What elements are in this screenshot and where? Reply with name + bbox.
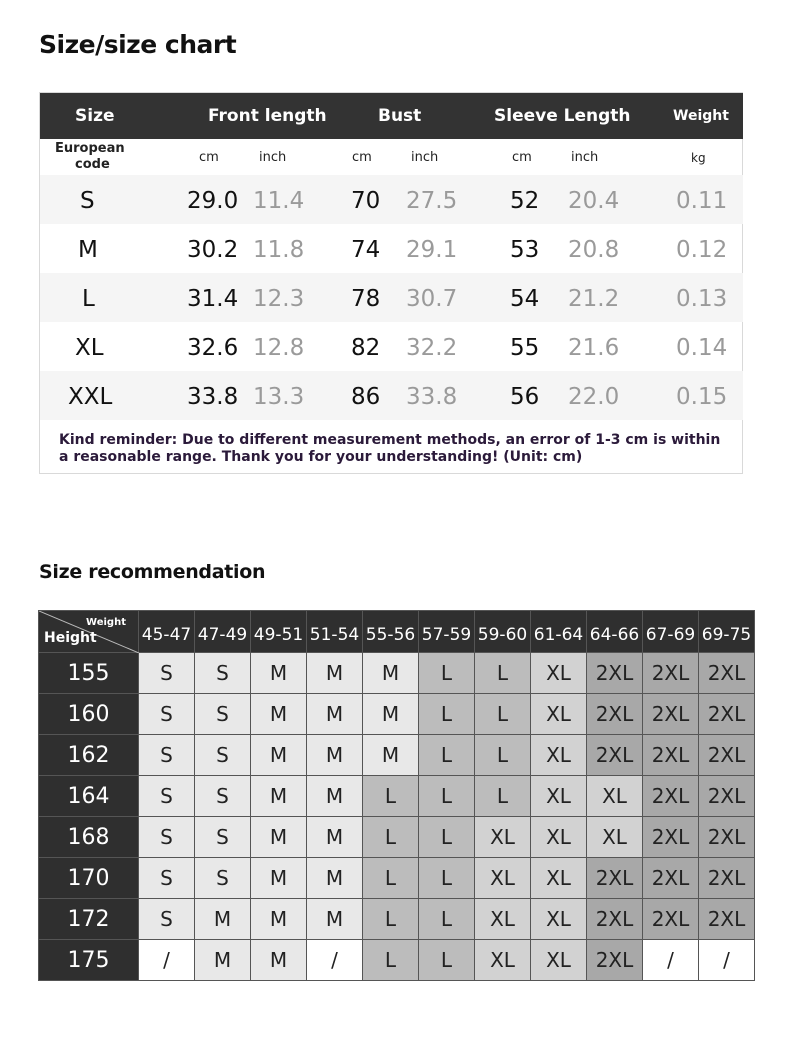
size-cell: 2XL	[643, 694, 699, 735]
header-front-length: Front length	[208, 106, 327, 126]
size-cell: L	[363, 817, 419, 858]
value-cell: 20.8	[568, 237, 620, 263]
size-cell: L	[419, 940, 475, 981]
size-cell: XL	[475, 899, 531, 940]
size-cell: S	[139, 858, 195, 899]
unit-inch: inch	[571, 150, 599, 165]
size-chart-header	[40, 93, 743, 139]
unit-inch: inch	[259, 150, 287, 165]
size-cell: M	[307, 858, 363, 899]
size-cell: 2XL	[643, 776, 699, 817]
corner-cell	[39, 611, 139, 653]
height-cell: 160	[39, 694, 139, 735]
value-cell: 30.7	[406, 286, 458, 312]
size-cell: M	[363, 735, 419, 776]
value-cell: 74	[351, 237, 381, 263]
size-cell: S	[195, 776, 251, 817]
weight-header-row	[39, 611, 755, 653]
value-cell: 33.8	[406, 384, 458, 410]
size-cell: XL	[587, 817, 643, 858]
table-row	[39, 858, 755, 899]
unit-cm: cm	[199, 150, 219, 165]
unit-inch: inch	[411, 150, 439, 165]
table-row	[40, 273, 743, 322]
size-cell: XL	[531, 735, 587, 776]
size-recommendation-title: Size recommendation	[39, 561, 266, 583]
size-cell: S	[195, 817, 251, 858]
size-cell: L	[419, 858, 475, 899]
height-cell: 170	[39, 858, 139, 899]
height-cell: 162	[39, 735, 139, 776]
size-cell: S	[139, 776, 195, 817]
value-cell: 0.13	[676, 286, 728, 312]
size-chart-table	[39, 92, 743, 474]
size-cell: 2XL	[643, 653, 699, 694]
size-cell: M	[363, 694, 419, 735]
code-label-2: code	[75, 157, 110, 172]
size-cell: 2XL	[643, 817, 699, 858]
size-cell: M	[195, 899, 251, 940]
header-weight: Weight	[673, 108, 729, 124]
size-cell: L	[363, 858, 419, 899]
header-bust: Bust	[378, 106, 422, 126]
size-cell: XL	[531, 776, 587, 817]
size-cell: M	[251, 653, 307, 694]
size-cell: 2XL	[643, 735, 699, 776]
size-cell: L	[82, 286, 95, 312]
weight-header: 45-47	[139, 611, 195, 653]
size-cell: M	[307, 694, 363, 735]
size-cell: S	[139, 653, 195, 694]
size-chart-title: Size/size chart	[39, 30, 237, 59]
size-cell: XL	[531, 817, 587, 858]
height-cell: 172	[39, 899, 139, 940]
value-cell: 53	[510, 237, 540, 263]
value-cell: 31.4	[187, 286, 239, 312]
weight-header: 64-66	[587, 611, 643, 653]
value-cell: 86	[351, 384, 381, 410]
value-cell: 21.6	[568, 335, 620, 361]
size-cell: M	[251, 694, 307, 735]
value-cell: 12.8	[253, 335, 305, 361]
value-cell: 11.8	[253, 237, 305, 263]
size-cell: L	[419, 776, 475, 817]
size-cell: 2XL	[587, 653, 643, 694]
value-cell: 30.2	[187, 237, 239, 263]
value-cell: 78	[351, 286, 381, 312]
value-cell: 82	[351, 335, 381, 361]
size-cell: M	[307, 899, 363, 940]
size-cell: L	[475, 776, 531, 817]
size-cell: 2XL	[643, 899, 699, 940]
size-cell: S	[195, 858, 251, 899]
size-recommendation-grid	[38, 610, 755, 981]
size-cell: S	[80, 188, 95, 214]
size-cell: M	[307, 735, 363, 776]
size-cell: 2XL	[587, 735, 643, 776]
size-cell: 2XL	[699, 858, 755, 899]
value-cell: 33.8	[187, 384, 239, 410]
reminder-note: Kind reminder: Due to different measurement methods, an error of 1-3 cm is within a reasonable range. Thank you for your understanding! (Unit: cm)	[59, 432, 721, 465]
size-cell: 2XL	[699, 735, 755, 776]
table-row	[40, 371, 743, 420]
size-cell: XXL	[68, 384, 113, 410]
size-cell: 2XL	[587, 694, 643, 735]
height-cell: 164	[39, 776, 139, 817]
height-cell: 155	[39, 653, 139, 694]
size-cell: 2XL	[699, 776, 755, 817]
size-cell: L	[363, 940, 419, 981]
size-cell: /	[643, 940, 699, 981]
size-cell: M	[251, 940, 307, 981]
weight-header: 59-60	[475, 611, 531, 653]
table-row	[39, 940, 755, 981]
size-cell: L	[475, 694, 531, 735]
size-cell: /	[699, 940, 755, 981]
corner-weight-label: Weight	[86, 617, 126, 628]
code-label-1: European	[55, 141, 125, 156]
weight-header: 57-59	[419, 611, 475, 653]
size-cell: 2XL	[587, 899, 643, 940]
size-cell: XL	[531, 940, 587, 981]
size-cell: L	[475, 653, 531, 694]
table-row	[39, 653, 755, 694]
size-cell: M	[251, 817, 307, 858]
value-cell: 70	[351, 188, 381, 214]
size-cell: L	[419, 735, 475, 776]
size-cell: XL	[531, 858, 587, 899]
weight-header: 55-56	[363, 611, 419, 653]
unit-kg: kg	[691, 151, 706, 165]
size-cell: S	[139, 694, 195, 735]
table-row	[40, 224, 743, 273]
size-cell: 2XL	[643, 858, 699, 899]
value-cell: 0.12	[676, 237, 728, 263]
size-cell: XL	[475, 858, 531, 899]
weight-header: 51-54	[307, 611, 363, 653]
size-cell: XL	[475, 940, 531, 981]
size-cell: XL	[531, 653, 587, 694]
corner-height-label: Height	[44, 630, 97, 646]
table-row	[39, 735, 755, 776]
size-cell: S	[139, 735, 195, 776]
size-cell: 2XL	[699, 653, 755, 694]
value-cell: 29.1	[406, 237, 458, 263]
size-cell: /	[307, 940, 363, 981]
value-cell: 12.3	[253, 286, 305, 312]
size-cell: L	[419, 899, 475, 940]
table-row	[39, 776, 755, 817]
size-cell: M	[251, 858, 307, 899]
size-cell: L	[363, 776, 419, 817]
size-chart-subheader	[40, 139, 743, 175]
size-cell: 2XL	[699, 694, 755, 735]
table-row	[39, 817, 755, 858]
value-cell: 11.4	[253, 188, 305, 214]
table-row	[40, 175, 743, 224]
size-cell: 2XL	[699, 817, 755, 858]
size-cell: 2XL	[587, 940, 643, 981]
size-cell: M	[78, 237, 98, 263]
size-cell: S	[195, 653, 251, 694]
weight-header: 69-75	[699, 611, 755, 653]
value-cell: 32.2	[406, 335, 458, 361]
size-cell: M	[251, 899, 307, 940]
value-cell: 54	[510, 286, 540, 312]
value-cell: 13.3	[253, 384, 305, 410]
size-cell: L	[419, 653, 475, 694]
weight-header: 49-51	[251, 611, 307, 653]
size-cell: XL	[587, 776, 643, 817]
value-cell: 20.4	[568, 188, 620, 214]
size-cell: M	[195, 940, 251, 981]
size-cell: M	[363, 653, 419, 694]
table-row	[39, 899, 755, 940]
weight-header: 67-69	[643, 611, 699, 653]
size-cell: S	[195, 694, 251, 735]
size-cell: S	[195, 735, 251, 776]
weight-header: 61-64	[531, 611, 587, 653]
size-cell: L	[363, 899, 419, 940]
size-cell: M	[307, 817, 363, 858]
size-cell: L	[475, 735, 531, 776]
height-cell: 168	[39, 817, 139, 858]
size-cell: M	[251, 776, 307, 817]
size-cell: M	[307, 776, 363, 817]
size-cell: /	[139, 940, 195, 981]
value-cell: 55	[510, 335, 540, 361]
size-cell: L	[419, 694, 475, 735]
size-cell: S	[139, 899, 195, 940]
value-cell: 0.15	[676, 384, 728, 410]
weight-header: 47-49	[195, 611, 251, 653]
value-cell: 21.2	[568, 286, 620, 312]
value-cell: 32.6	[187, 335, 239, 361]
value-cell: 22.0	[568, 384, 620, 410]
unit-cm: cm	[352, 150, 372, 165]
size-cell: M	[251, 735, 307, 776]
value-cell: 56	[510, 384, 540, 410]
size-cell: XL	[75, 335, 104, 361]
value-cell: 0.14	[676, 335, 728, 361]
size-cell: 2XL	[587, 858, 643, 899]
size-cell: M	[307, 653, 363, 694]
size-cell: 2XL	[699, 899, 755, 940]
height-cell: 175	[39, 940, 139, 981]
size-cell: S	[139, 817, 195, 858]
size-cell: XL	[531, 694, 587, 735]
header-sleeve-length: Sleeve Length	[494, 106, 631, 126]
header-size: Size	[75, 106, 115, 126]
unit-cm: cm	[512, 150, 532, 165]
size-cell: XL	[531, 899, 587, 940]
size-cell: XL	[475, 817, 531, 858]
value-cell: 29.0	[187, 188, 239, 214]
table-row	[40, 322, 743, 371]
value-cell: 52	[510, 188, 540, 214]
size-cell: L	[419, 817, 475, 858]
value-cell: 27.5	[406, 188, 458, 214]
table-row	[39, 694, 755, 735]
value-cell: 0.11	[676, 188, 728, 214]
